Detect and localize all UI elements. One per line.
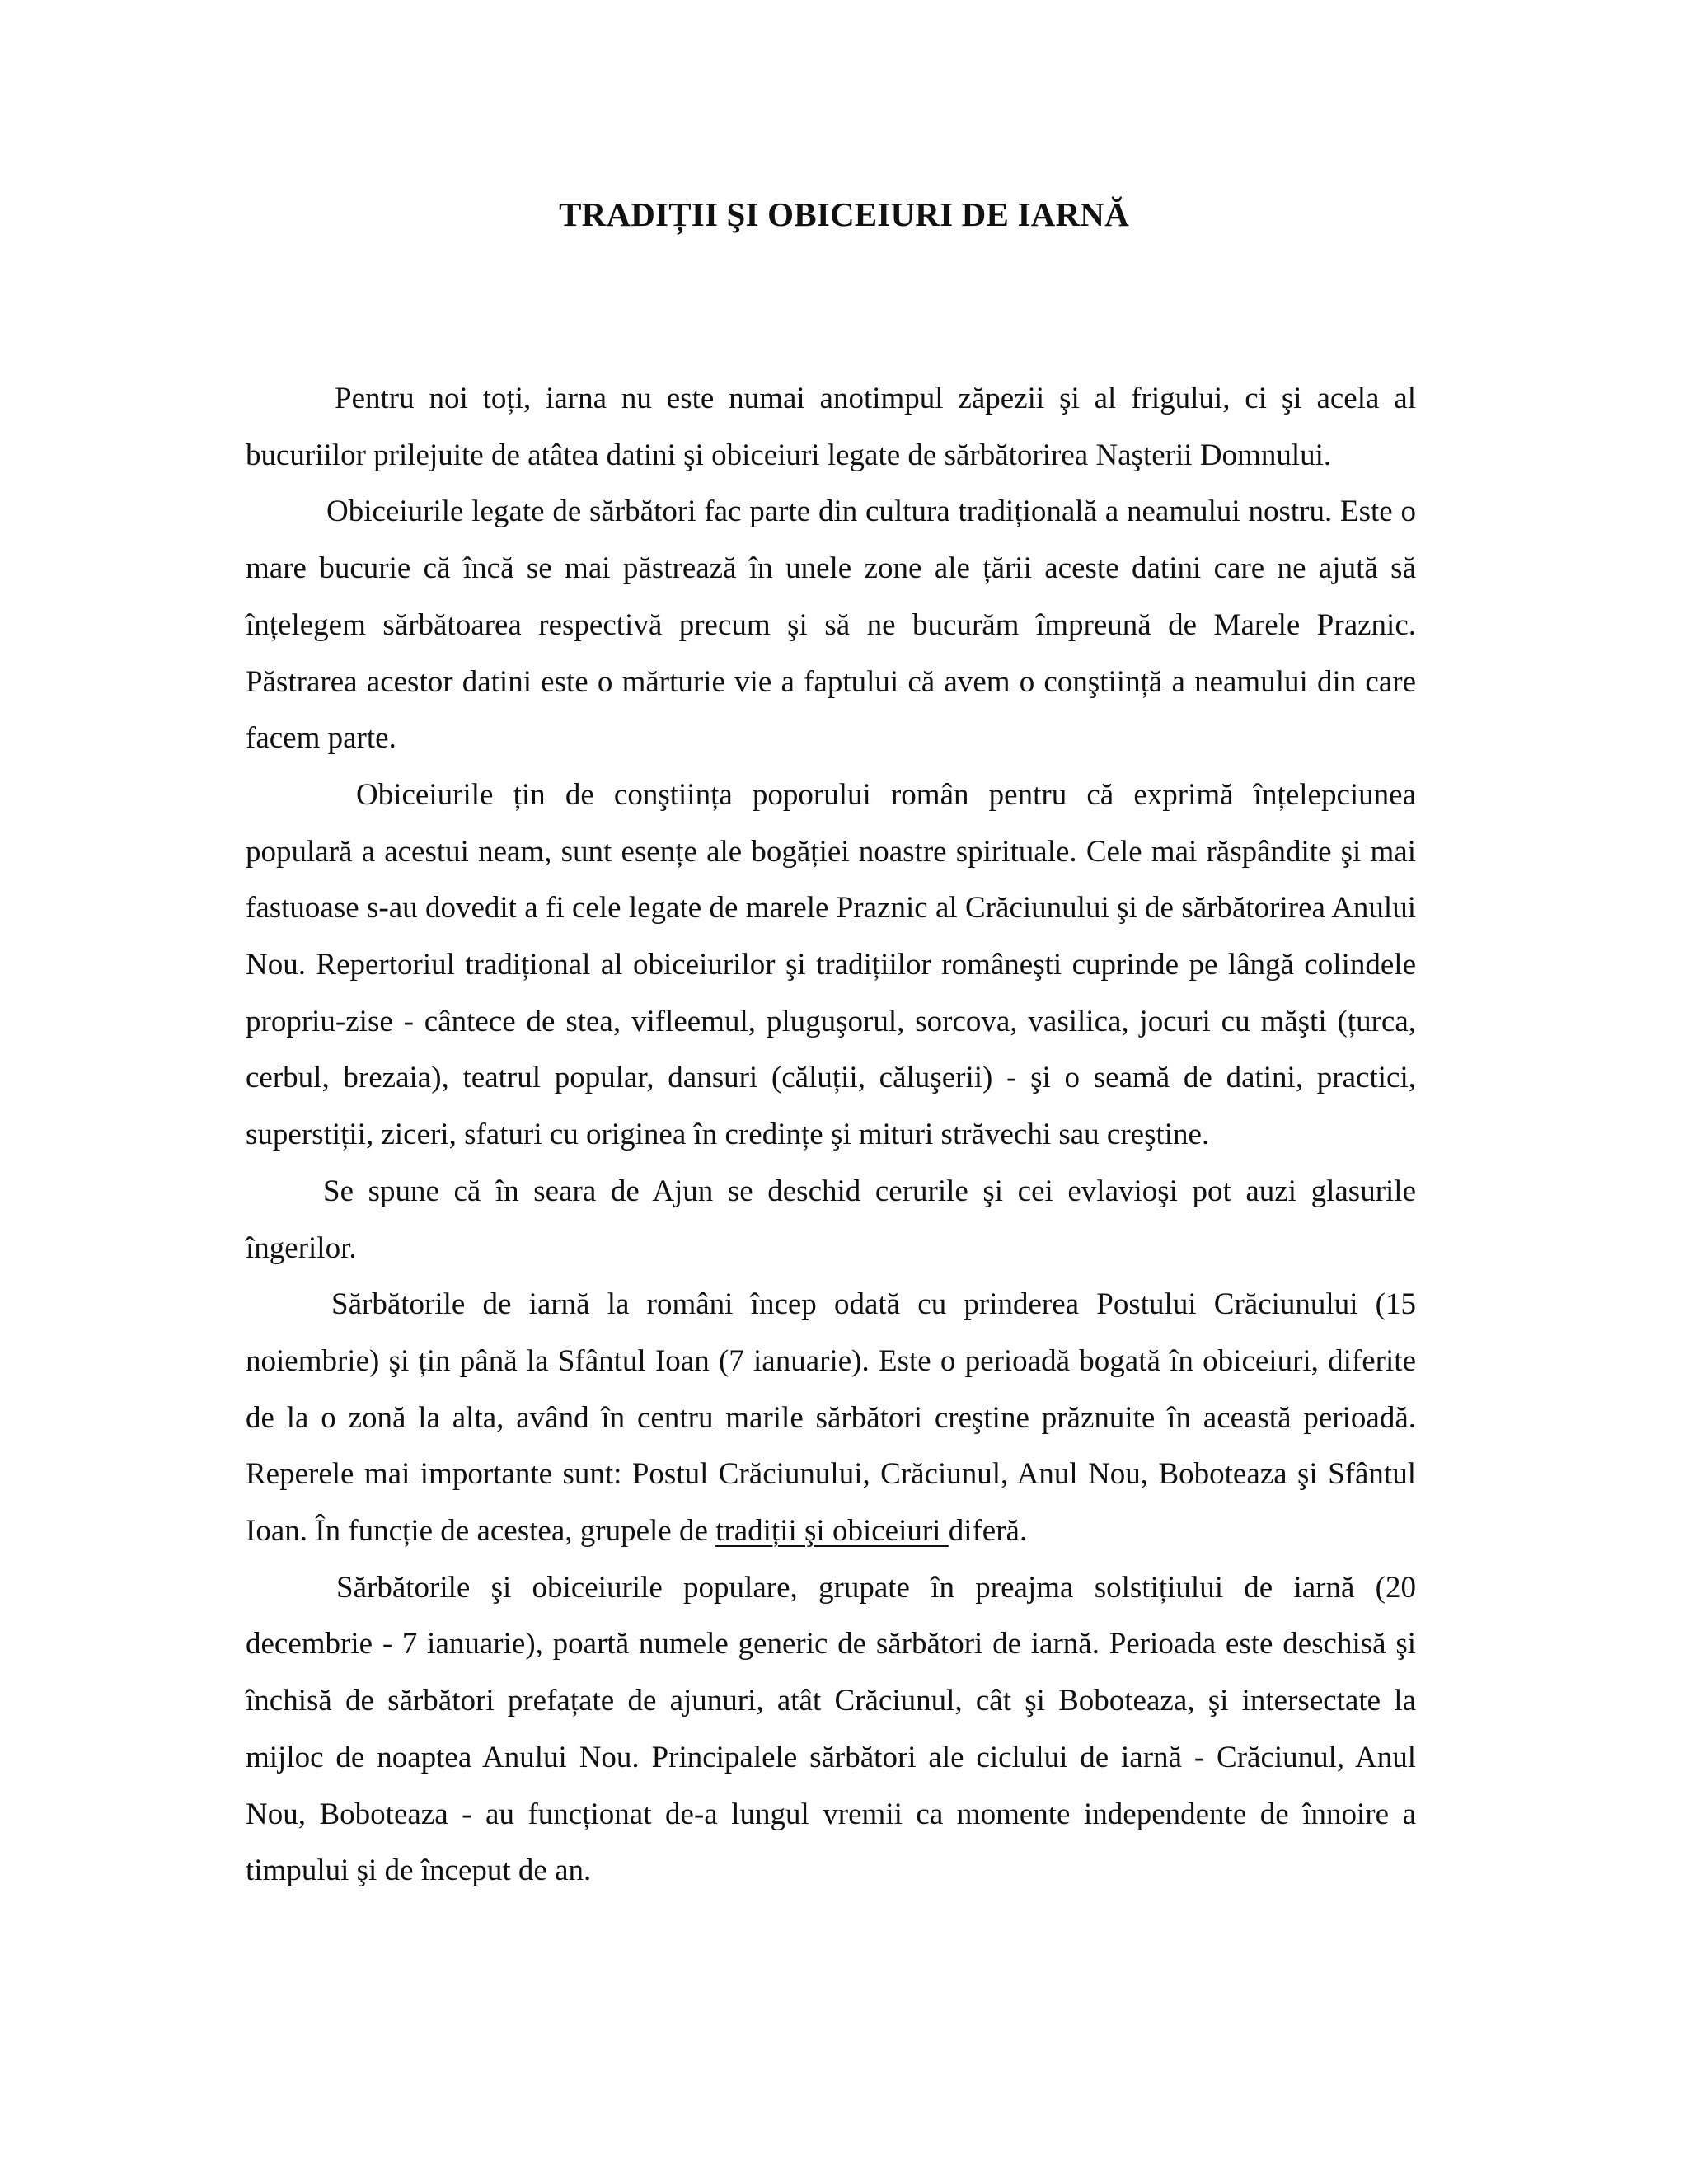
- traditions-link[interactable]: tradiții şi obiceiuri: [715, 1514, 949, 1549]
- document-title: TRADIȚII ŞI OBICEIURI DE IARNĂ: [559, 195, 1129, 233]
- paragraph-text: diferă.: [948, 1514, 1028, 1549]
- paragraph-text: Obiceiurile legate de sărbători fac parte din cultura tradițională a neamului nostru. Este o mare bucurie că încă se mai păstrează în unele zone ale țării aceste datini care ne ajută să înțelegem sărbătoarea respectivă precum şi să ne bucurăm împreună de Marele Praznic. Păstrarea acestor datini este o mărturie vie a faptului că avem o conştiință a neamului din care facem parte.: [246, 494, 1416, 756]
- paragraph-5: [246, 1277, 1416, 1560]
- paragraph-text: Sărbătorile şi obiceiurile populare, grupate în preajma solstițiului de iarnă (20 decembrie - 7 ianuarie), poartă numele generic de sărbători de iarnă. Perioada este deschisă şi închisă de sărbători prefațate de ajunuri, atât Crăciunul, cât şi Boboteaza, şi intersectate la mijloc de noaptea Anului Nou. Principalele sărbători ale ciclului de iarnă - Crăciunul, Anul Nou, Boboteaza - au funcționat de-a lungul vremii ca momente independente de înnoire a timpului şi de început de an.: [246, 1570, 1416, 1888]
- document-body: [246, 371, 1416, 1900]
- paragraph-3: [246, 767, 1416, 1164]
- paragraph-text: Se spune că în seara de Ajun se deschid cerurile şi cei evlavioşi pot auzi glasurile îngerilor.: [246, 1174, 1416, 1265]
- paragraph-4: [246, 1164, 1416, 1277]
- paragraph-2: [246, 484, 1416, 767]
- paragraph-1: [246, 371, 1416, 484]
- paragraph-text: Sărbătorile de iarnă la români încep odată cu prinderea Postului Crăciunului (15 noiembrie) şi țin până la Sfântul Ioan (7 ianuarie). Este o perioadă bogată în obiceiuri, diferite de la o zonă la alta, având în centru marile sărbători creştine prăznuite în această perioadă. Reperele mai importante sunt: Postul Crăciunului, Crăciunul, Anul Nou, Boboteaza şi Sfântul Ioan. În funcție de acestea, grupele de: [246, 1287, 1416, 1549]
- paragraph-6: [246, 1560, 1416, 1900]
- paragraph-text: Pentru noi toți, iarna nu este numai anotimpul zăpezii şi al frigului, ci şi acela al bucuriilor prilejuite de atâtea datini şi obiceiuri legate de sărbătorirea Naşterii Domnului.: [246, 382, 1416, 472]
- paragraph-text: Obiceiurile țin de conştiința poporului român pentru că exprimă înțelepciunea populară a acestui neam, sunt esențe ale bogăției noastre spirituale. Cele mai răspândite şi mai fastuoase s-au dovedit a fi cele legate de marele Praznic al Crăciunului şi de sărbătorirea Anului Nou. Repertoriul tradițional al obiceiurilor şi tradițiilor româneşti cuprinde pe lângă colindele propriu-zise - cântece de stea, vifleemul, pluguşorul, sorcova, vasilica, jocuri cu măşti (țurca, cerbul, brezaia), teatrul popular, dansuri (căluții, căluşerii) - şi o seamă de datini, practici, superstiții, ziceri, sfaturi cu originea în credințe şi mituri străvechi sau creştine.: [246, 777, 1416, 1152]
